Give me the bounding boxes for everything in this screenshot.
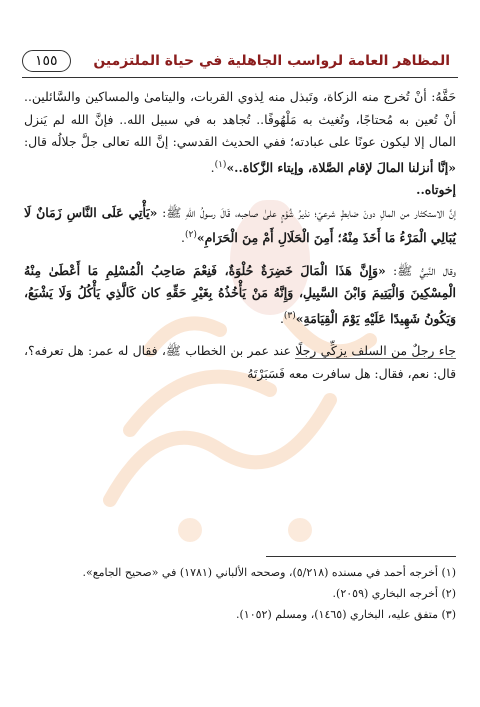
- footnote-1: (١) أخرجه أحمد في مسنده (٥/٢١٨)، وصححه الألباني (١٧٨١) في «صحيح الجامع».: [82, 566, 456, 579]
- hadith-qudsi-quote: «إنَّا أنزلنا المالَ لإقام الصَّلاة، وإيتاء الزَّكاة..»: [226, 159, 456, 175]
- underlined-phrase: جاء رجلٌ من السلف يزكِّي رجلًا: [295, 343, 456, 359]
- header-divider: [22, 77, 458, 78]
- footnote-ref-2: (٢): [184, 230, 197, 241]
- footnote-3: (٣) متفق عليه، البخاري (١٤٦٥)، ومسلم (١٠٥٢).: [236, 608, 456, 621]
- paragraph-warning: إنَّ الاستكثار من المالِ دونَ ضابطٍ شرعيّ؛ نذيرُ شُؤمٍ علىٰ صاحبه، قَالَ رسولُ اللّهِ ﷺ: «يَأْتِي عَلَى النَّاسِ زَمَانٌ لَا يُبَالِي الْمَرْءُ مَا أَخَذَ مِنْهُ؛ أَمِنَ الْحَلَالِ أَمْ مِنَ الْحَرَامِ»$^{(٢)}$.: [24, 204, 456, 246]
- running-title: المظاهر العامة لرواسب الجاهلية في حياة الملتزمين: [93, 53, 450, 69]
- footnote-ref-3: (٣): [283, 310, 296, 321]
- paragraph-zakat: حَقَّهُ: أنْ تُخرج منه الزكاة، وتَبذل منه لِذوي القربات، واليتامىٰ والمساكين والسَّائلين.. أنْ تُعين به مُحتاجًا، وتُغيث به مَلْهُوفًا.. تُجاهد به في سبيل الله.. فإنَّ الله لم يَنزل المال إلا ليكون عونًا على عبادته؛ ففي الحديث القدسي: إنَّ الله تعالى جلَّ جلالُه قال: «إنَّا أنزلنا المالَ لإقام الصَّلاة، وإيتاء الزَّكاة..»$^{(١)}$.: [24, 89, 456, 175]
- hadith-quote-2: «يَأْتِي عَلَى النَّاسِ زَمَانٌ لَا يُبَالِي الْمَرْءُ مَا أَخَذَ مِنْهُ؛ أَمِنَ الْحَلَالِ أَمْ مِنَ الْحَرَامِ»: [24, 204, 456, 246]
- paragraph-hadith-3: وقال النَّبيُّ ﷺ: «وَإِنَّ هَذَا الْمَالَ خَضِرَةٌ حُلْوَةٌ، فَنِعْمَ صَاحِبُ الْمُسْلِمِ مَا أَعْطَىٰ مِنْهُ الْمِسْكِينَ وَالْيَتِيمَ وَابْنَ السَّبِيلِ، وَإِنَّهُ مَنْ يَأْخُذُهُ بِغَيْرِ حَقِّهِ كان كَالَّذِي يَأْكُلُ وَلَا يَشْبَعُ، وَيَكُونُ شَهِيدًا عَلَيْهِ يَوْمَ الْقِيَامَةِ»$^{(٣)}$.: [24, 262, 456, 326]
- main-text: [24, 86, 456, 385]
- paragraph-umar: جاء رجلٌ من السلف يزكِّي رجلًا عند عمر بن الخطاب ﷺ، فقال له عمر: هل تعرفه؟، قال: نعم، فقال: هل سافرت معه فَسَبَرْتَهُ: [24, 343, 456, 381]
- footnotes: [24, 562, 456, 625]
- footnote-divider: [266, 556, 456, 557]
- page-header: [22, 46, 458, 76]
- footnote-ref-1: (١): [214, 159, 227, 170]
- page-number: ١٥٥: [22, 50, 71, 72]
- hadith-quote-3: «وَإِنَّ هَذَا الْمَالَ خَضِرَةٌ حُلْوَةٌ، فَنِعْمَ صَاحِبُ الْمُسْلِمِ مَا أَعْطَىٰ مِنْهُ الْمِسْكِينَ وَالْيَتِيمَ وَابْنَ السَّبِيلِ، وَإِنَّهُ مَنْ يَأْخُذُهُ بِغَيْرِ حَقِّهِ كان كَالَّذِي يَأْكُلُ وَلَا يَشْبَعُ، وَيَكُونُ شَهِيدًا عَلَيْهِ يَوْمَ الْقِيَامَةِ»: [24, 262, 456, 326]
- section-heading: إخوتاه..: [416, 182, 456, 198]
- footnote-2: (٢) أخرجه البخاري (٢٠٥٩).: [332, 587, 456, 600]
